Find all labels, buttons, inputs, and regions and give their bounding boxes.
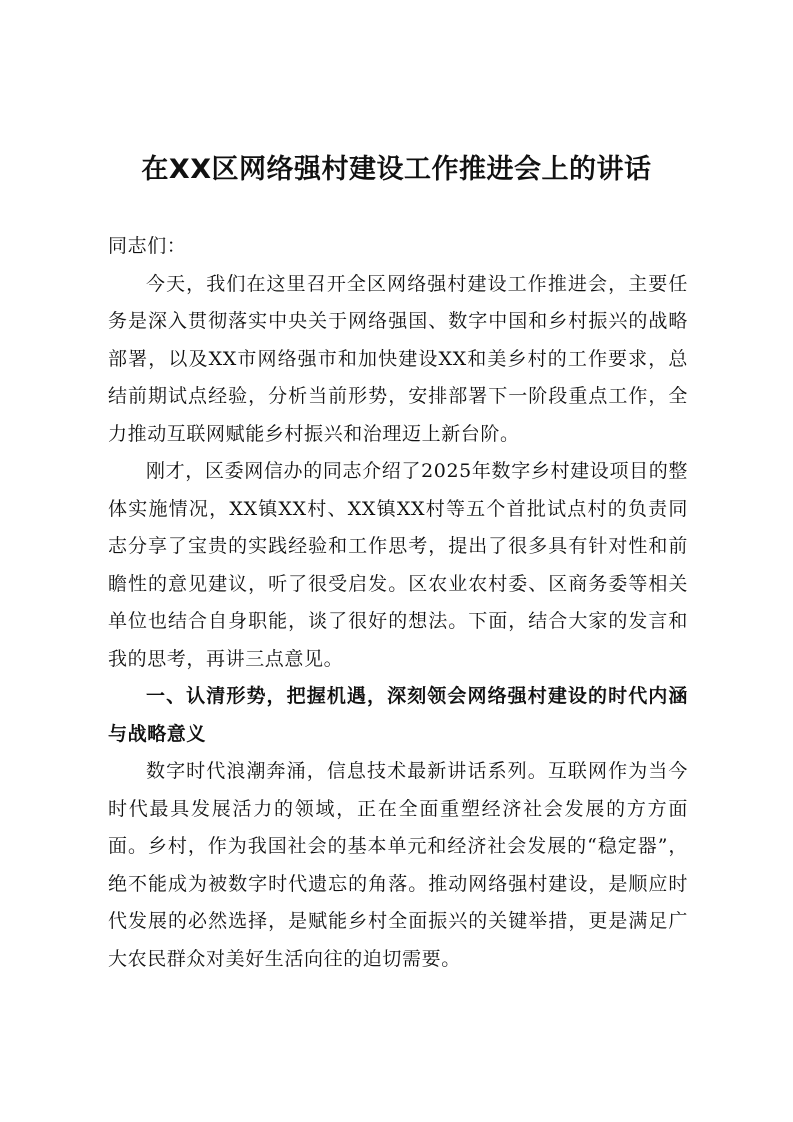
paragraph-opening: 今天，我们在这里召开全区网络强村建设工作推进会，主要任务是深入贯彻落实中央关于网络强国、数字中国和乡村振兴的战略部署，以及XX市网络强市和加快建设XX和美乡村的工作要求，总结前期试点经验，分析当前形势，安排部署下一阶段重点工作，全力推动互联网赋能乡村振兴和治理迈上新台阶。 [108,272,688,445]
paragraph-section-1: 数字时代浪潮奔涌，信息技术最新讲话系列。互联网作为当今时代最具发展活力的领域，正在全面重塑经济社会发展的方方面面。乡村，作为我国社会的基本单元和经济社会发展的“稳定器”，绝不能成为被数字时代遗忘的角落。推动网络强村建设，是顺应时代发展的必然选择，是赋能乡村全面振兴的关键举措，更是满足广大农民群众对美好生活向往的迫切需要。 [108,760,688,970]
document-body [108,228,688,978]
paragraph-review: 刚才，区委网信办的同志介绍了2025年数字乡村建设项目的整体实施情况，XX镇XX村、XX镇XX村等五个首批试点村的负责同志分享了宝贵的实践经验和工作思考，提出了很多具有针对性和前瞻性的意见建议，听了很受启发。区农业农村委、区商务委等相关单位也结合自身职能，谈了很好的想法。下面，结合大家的发言和我的思考，再讲三点意见。 [108,460,688,670]
section-heading-1: 一、认清形势，把握机遇，深刻领会网络强村建设的时代内涵与战略意义 [108,685,688,745]
salutation: 同志们： [108,235,187,257]
document-title: 在XX区网络强村建设工作推进会上的讲话 [141,154,652,185]
